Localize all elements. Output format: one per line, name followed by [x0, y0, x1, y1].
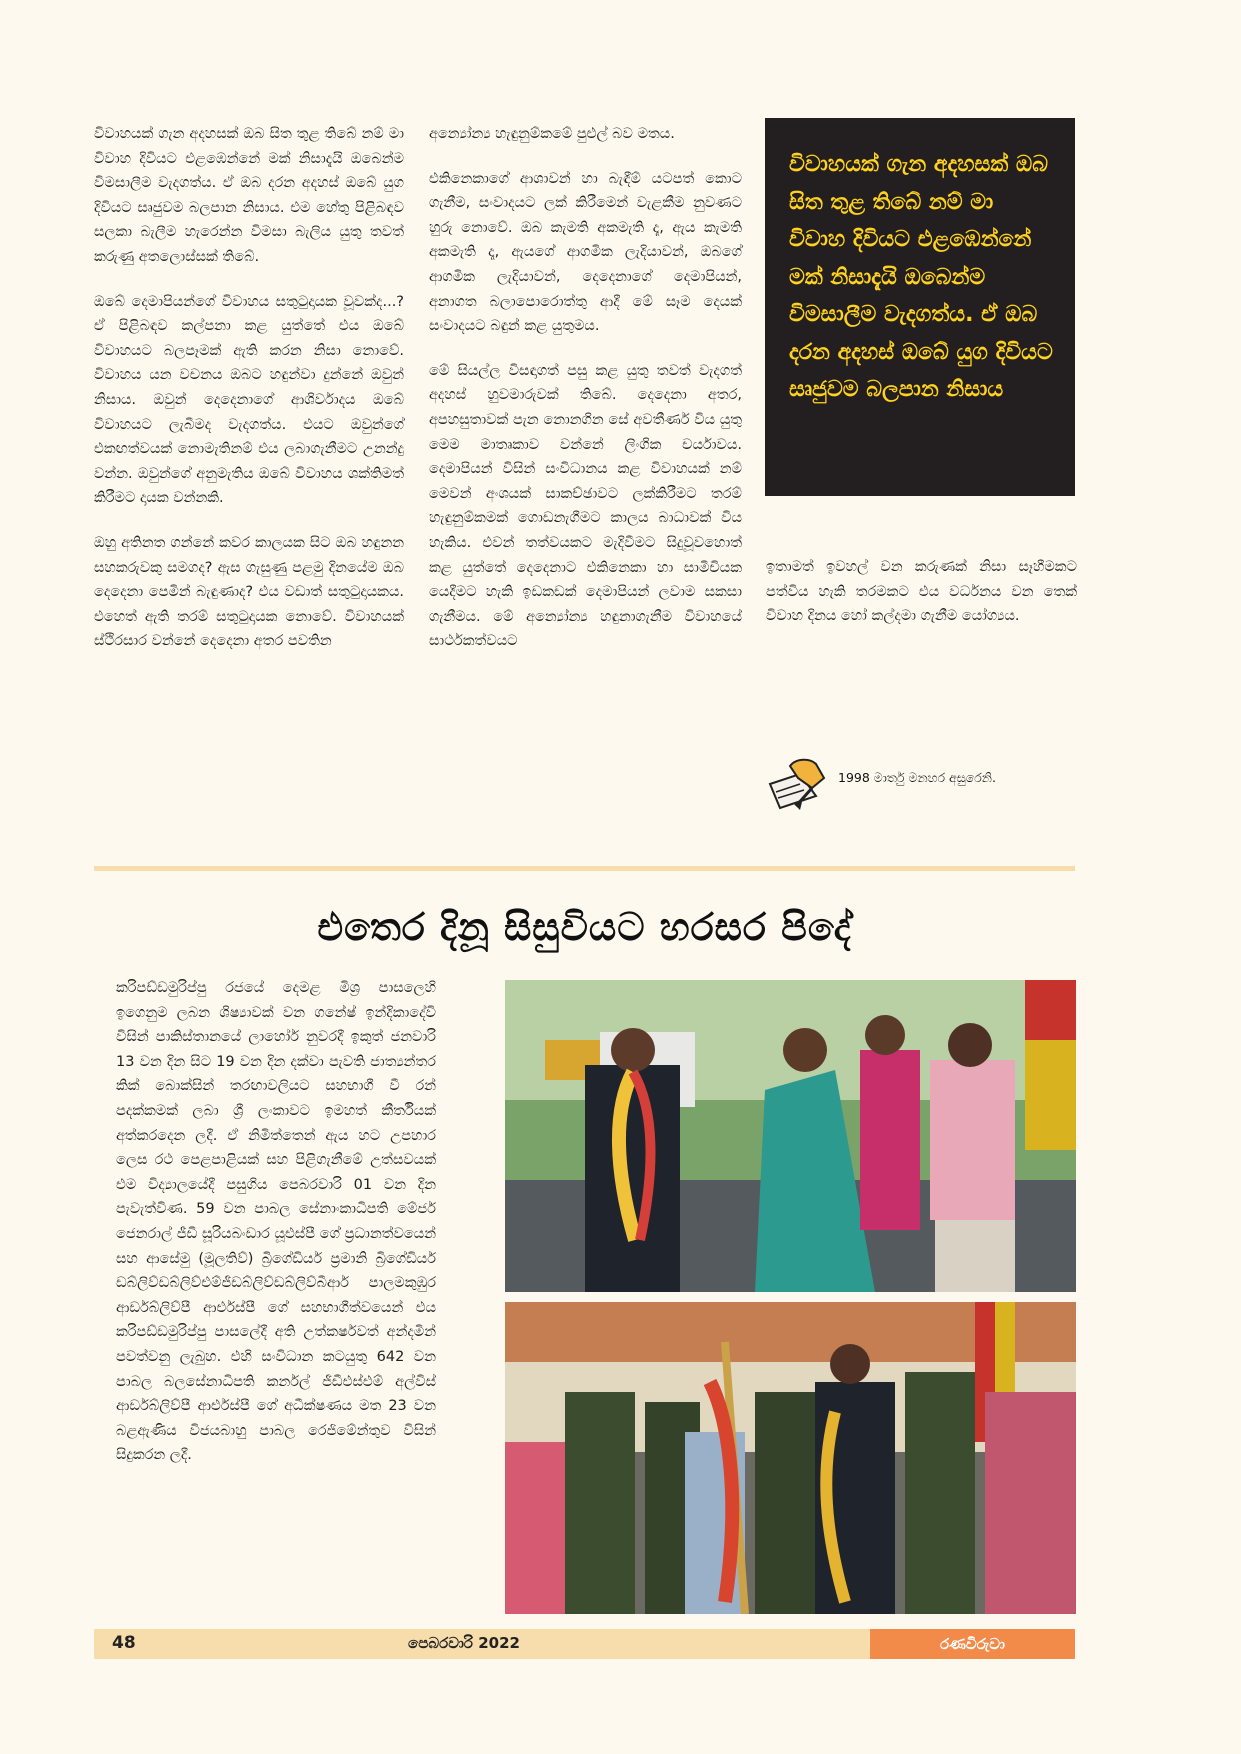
article2-headline: එතෙර දිනූ සිසුවියට හරසර පිදේ [317, 905, 852, 949]
signature-text: 1998 මාර්තු මනහර අසුරෙනි. [838, 770, 996, 785]
paragraph: ඔහු අතිනත ගන්නේ කවර කාලයක සිට ඔබ හඳුනන සහකරුවකු සමගද? ඇස ගැසුණු පළමු දිනයේම ඔබ දෙදෙනා පෙමින් බැඳුණාද? එය වඩාත් සතුටුදායකය. එහෙත් ඇති තරම් සතුටුදායක නොවේ. විවාහයක් ස්ථිරසාර වන්නේ දෙදෙනා අතර පවතින [94, 534, 404, 650]
page-number: 48 [112, 1633, 136, 1653]
article1-column-1 [94, 122, 404, 674]
article1-column-2 [429, 122, 742, 674]
photo-lamp-lighting-ceremony [505, 1302, 1076, 1614]
paragraph: කරිපඩ්ඩමුරිප්පු රජයේ දෙමළ මිශ්‍ර පාසලෙහි ඉගෙනුම ලබන ශිෂ්‍යාවක් වන ගනේෂ් ඉන්දිකාදේවි විසින් පාකිස්තානයේ ලාහෝර් නුවරදී ඉකුත් ජනවාරි 13 වන දින සිට 19 වන දින දක්වා පැවති ජාත්‍යන්තර කික් බොක්සින් තරඟාවලියට සහභාගී වී රන් පදක්කමක් ලබා ශ්‍රී ලංකාවට ඉමහත් කීර්තියක් අත්කරදෙන ලදී. ඒ නිමිත්තෙන් ඇය හට උපහාර ලෙස රථ පෙළපාළියක් සහ පිළිගැනීමේ උත්සවයක් එම විද්‍යාලයේදී පසුගිය පෙබරවාරි 01 වන දින පැවැත්විණ. 59 වන පාබල සේනාංකාධිපති මේජර් ජෙනරාල් ජීඩී සූරියබංඩාර යූඑස්පී ගේ ප්‍රධානත්වයෙන් සහ ආසේමු (මූලතිව්) බ්‍රිගේඩියර් ප්‍රමානි බ්‍රිගේඩියර් ඩබ්ලිව්ඩබ්ලිව්එම්ජීඩබ්ලිව්ඩබ්ලිව්බීආර් පාලමකුඹුර ආර්ඩබ්ලිව්පී ආර්එස්පී ගේ සහභාගීත්වයෙන් එය කරිපඩ්ඩමුරිප්පු පාසලේදී අති උත්කර්ෂවත් අන්දමින් පවත්වනු ලැබුහ. එහි සංවිධාන කටයුතු 642 වන පාබල බලසේනාධිපති කර්නල් ජීඩීඑස්එම් අල්විස් ආර්ඩබ්ලිව්පී ආර්එස්පී ගේ අධීක්ෂණය මත 23 වන බළඇණිය විජයබාහු පාබල රෙජිමේන්තුව විසින් සිදුකරන ලදී. [116, 980, 436, 1464]
pull-quote-text: විවාහයක් ගැන අදහසක් ඔබ සිත තුළ තිබේ නම් මා විවාහ දිවියට එළඹෙන්නේ මක් නිසාදැයි ඔබෙන්ම විමසාලීම වැදගත්ය. ඒ ඔබ දරන අදහස් ඔබේ යුග දිවියට සෘජුවම බලපාන නිසාය [789, 152, 1053, 402]
pull-quote-box [765, 118, 1075, 496]
issue-date: පෙබරවාරි 2022 [408, 1634, 520, 1652]
photo-garland-welcome [505, 980, 1076, 1292]
author-signature [766, 748, 1086, 818]
paragraph: අන්‍යෝන්‍ය හැඳුනුම්කමේ පුළුල් බව මතය. [429, 126, 675, 142]
paragraph: විවාහයක් ගැන අදහසක් ඔබ සිත තුළ තිබේ නම් මා විවාහ දිවියට එළඹෙන්නේ මක් නිසාදැයි ඔබෙන්ම විමසාලීම වැදගත්ය. ඒ ඔබ දරන අදහස් ඔබේ යුග දිවියට සෘජුවම බලපාන නිසාය. එම හේතු පිළිබඳව සලකා බැලීම හැරෙන්න විමසා බැලිය යුතු තවත් කරුණු අතලොස්සක් තිබේ. [94, 126, 404, 265]
pen-writing-icon [766, 748, 832, 812]
paragraph: ඔබේ දෙමාපියන්ගේ විවාහය සතුටුදායක වූවක්ද...? ඒ පිළිබඳව කල්පනා කළ යුත්තේ එය ඔබේ විවාහයට බලපෑමක් ඇති කරන නිසා නොවේ. විවාහය යන වචනය ඔබට හඳුන්වා දුන්නේ ඔවුන් නිසාය. ඔවුන් දෙදෙනාගේ ආශිර්වාදය ඔබේ විවාහයට ලැබීමද වැදගත්ය. එයට ඔවුන්ගේ එකඟත්වයක් නොමැතිනම් එය ලබාගැනීමට උනන්දු වන්න. ඔවුන්ගේ අනුමැතිය ඔබේ විවාහය ශක්තිමත් කිරීමට දායක වන්නකි. [94, 293, 404, 507]
article1-column-3 [766, 555, 1077, 649]
paragraph: මේ සියල්ල විසඳාගත් පසු කළ යුතු තවත් වැදගත් අදහස් හුවමාරුවක් තිබේ. දෙදෙනා අතර, අපහසුතාවක් පැන නොනගින සේ අවතීර්ණ විය යුතු මෙම මාතෘකාව වන්නේ ලිංගික චර්යාවය. දෙමාපියන් විසින් සංවිධානය කළ විවාහයක් නම් මෙවන් අංශයක් සාකච්ඡාවට ලක්කිරීමට තරම් හැඳුනුම්කමක් ගොඩනැගීමට කාලය බාධාවක් විය හැකිය. එවන් තත්වයකට මැදිවීමට සිදුවූවහොත් කළ යුත්තේ දෙදෙනාට එකිනෙකා හා සාමීචියක යෙදීමට හැකි ඉඩකඩක් දෙමාපියන් ලවාම සකසා ගැනීමය. මේ අන්‍යෝන්‍ය හඳුනාගැනීම විවාහයේ සාර්ථකත්වයට [429, 362, 742, 650]
paragraph: එකිනෙකාගේ ආශාවන් හා බැඳීම් යටපත් කොට ගැනීම, සංවාදයට ලක් කිරීමෙන් වැළකීම නුවණට හුරු නොවේ. ඔබ කැමති අකමැති දෑ, ඇය කැමති අකමැති දෑ, ඇයගේ ආගමික ලැදියාවන්, ඔබගේ ආගමික ලැදියාවන්, දෙදෙනාගේ දෙමාපියන්, අනාගත බලාපොරොත්තු ආදී මේ සෑම දෙයක් සංවාදයට බඳුන් කළ යුතුමය. [429, 170, 742, 335]
magazine-brand: රණවිරුවා [870, 1629, 1075, 1659]
page-footer [94, 1629, 1075, 1659]
section-divider [94, 866, 1075, 871]
paragraph: ඉතාමත් ඉවහල් වන කරුණක් නිසා සෑහීමකට පත්විය හැකි තරමකට එය වර්ධනය වන තෙක් විවාහ දිනය හෝ කල්දමා ගැනීම යෝග්‍යය. [766, 559, 1077, 625]
article2-body-column [116, 976, 436, 1488]
